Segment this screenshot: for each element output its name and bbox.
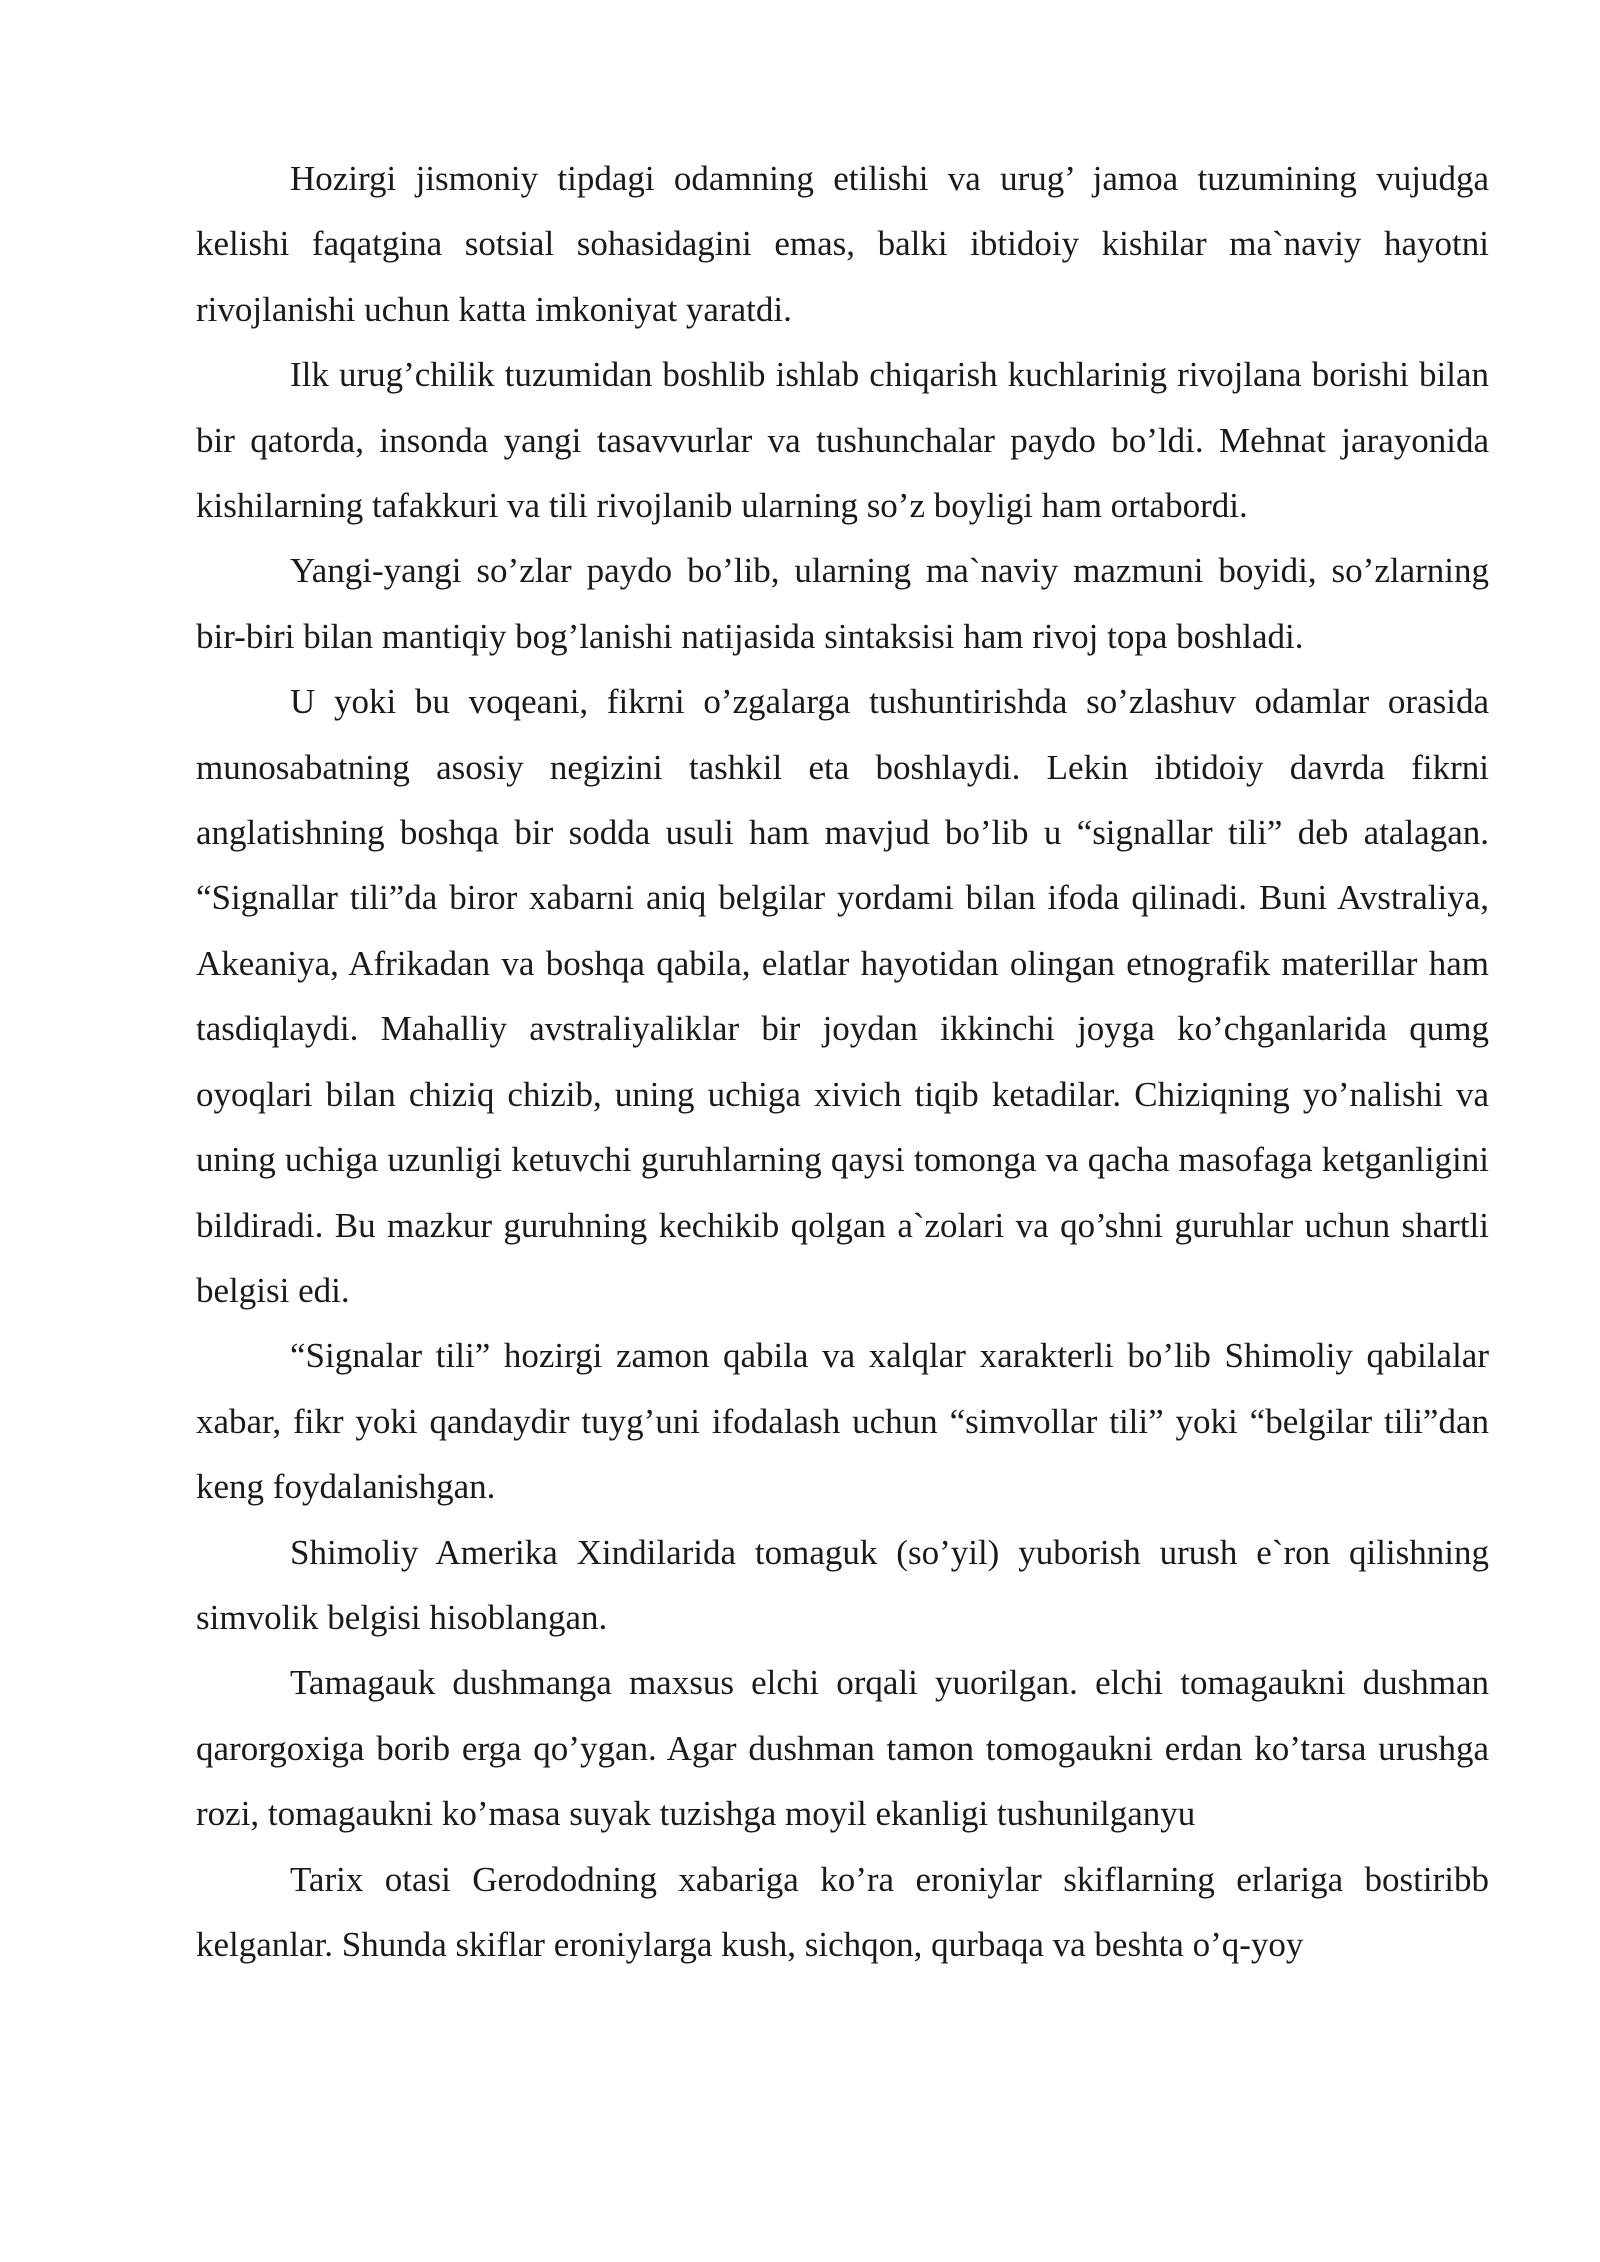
paragraph-5: “Signalar tili” hozirgi zamon qabila va xalqlar xarakterli bo’lib Shimoliy qabilalar xabar, fikr yoki qandaydir tuyg’uni ifodalash uchun “simvollar tili” yoki “belgilar tili”dan keng foydalanishgan. [196, 1336, 1489, 1507]
paragraph-1: Hozirgi jismoniy tipdagi odamning etilishi va urug’ jamoa tuzumining vujudga kelishi faqatgina sotsial sohasidagini emas, balki ibtidoiy kishilar ma`naviy hayotni rivojlanishi uchun katta imkoniyat yaratdi. [196, 159, 1489, 329]
paragraph-6: Shimoliy Amerika Xindilarida tomaguk (so’yil) yuborish urush e`ron qilishning simvolik belgisi hisoblangan. [196, 1532, 1489, 1637]
paragraph-4: U yoki bu voqeani, fikrni o’zgalarga tushuntirishda so’zlashuv odamlar orasida munosabatning asosiy negizini tashkil eta boshlaydi. Lekin ibtidoiy davrda fikrni anglatishning boshqa bir sodda usuli ham mavjud bo’lib u “signallar tili” deb atalagan. “Signallar tili”da biror xabarni aniq belgilar yordami bilan ifoda qilinadi. Buni Avstraliya, Akeaniya, Afrikadan va boshqa qabila, elatlar hayotidan olingan etnografik materillar ham tasdiqlaydi. Mahalliy avstraliyaliklar bir joydan ikkinchi joyga ko’chganlarida qumg oyoqlari bilan chiziq chizib, uning uchiga xivich tiqib ketadilar. Chiziqning yo’nalishi va uning uchiga uzunligi ketuvchi guruhlarning qaysi tomonga va qacha masofaga ketganligini bildiradi. Bu mazkur guruhning kechikib qolgan a`zolari va qo’shni guruhlar uchun shartli belgisi edi. [196, 682, 1489, 1310]
paragraph-7: Tamagauk dushmanga maxsus elchi orqali yuorilgan. elchi tomagaukni dushman qarorgoxiga borib erga qo’ygan. Agar dushman tamon tomogaukni erdan ko’tarsa urushga rozi, tomagaukni ko’masa suyak tuzishga moyil ekanligi tushunilganyu [196, 1663, 1489, 1834]
paragraph-2: Ilk urug’chilik tuzumidan boshlib ishlab chiqarish kuchlarinig rivojlana borishi bilan bir qatorda, insonda yangi tasavvurlar va tushunchalar paydo bo’ldi. Mehnat jarayonida kishilarning tafakkuri va tili rivojlanib ularning so’z boyligi ham ortabordi. [196, 355, 1489, 526]
paragraph-8: Tarix otasi Gerododning xabariga ko’ra eroniylar skiflarning erlariga bostiribb kelganlar. Shunda skiflar eroniylarga kush, sichqon, qurbaqa va beshta o’q-yoy [196, 1859, 1489, 1964]
document-body [196, 146, 1489, 1977]
paragraph-3: Yangi-yangi so’zlar paydo bo’lib, ularning ma`naviy mazmuni boyidi, so’zlarning bir-biri bilan mantiqiy bog’lanishi natijasida sintaksisi ham rivoj topa boshladi. [196, 551, 1489, 656]
